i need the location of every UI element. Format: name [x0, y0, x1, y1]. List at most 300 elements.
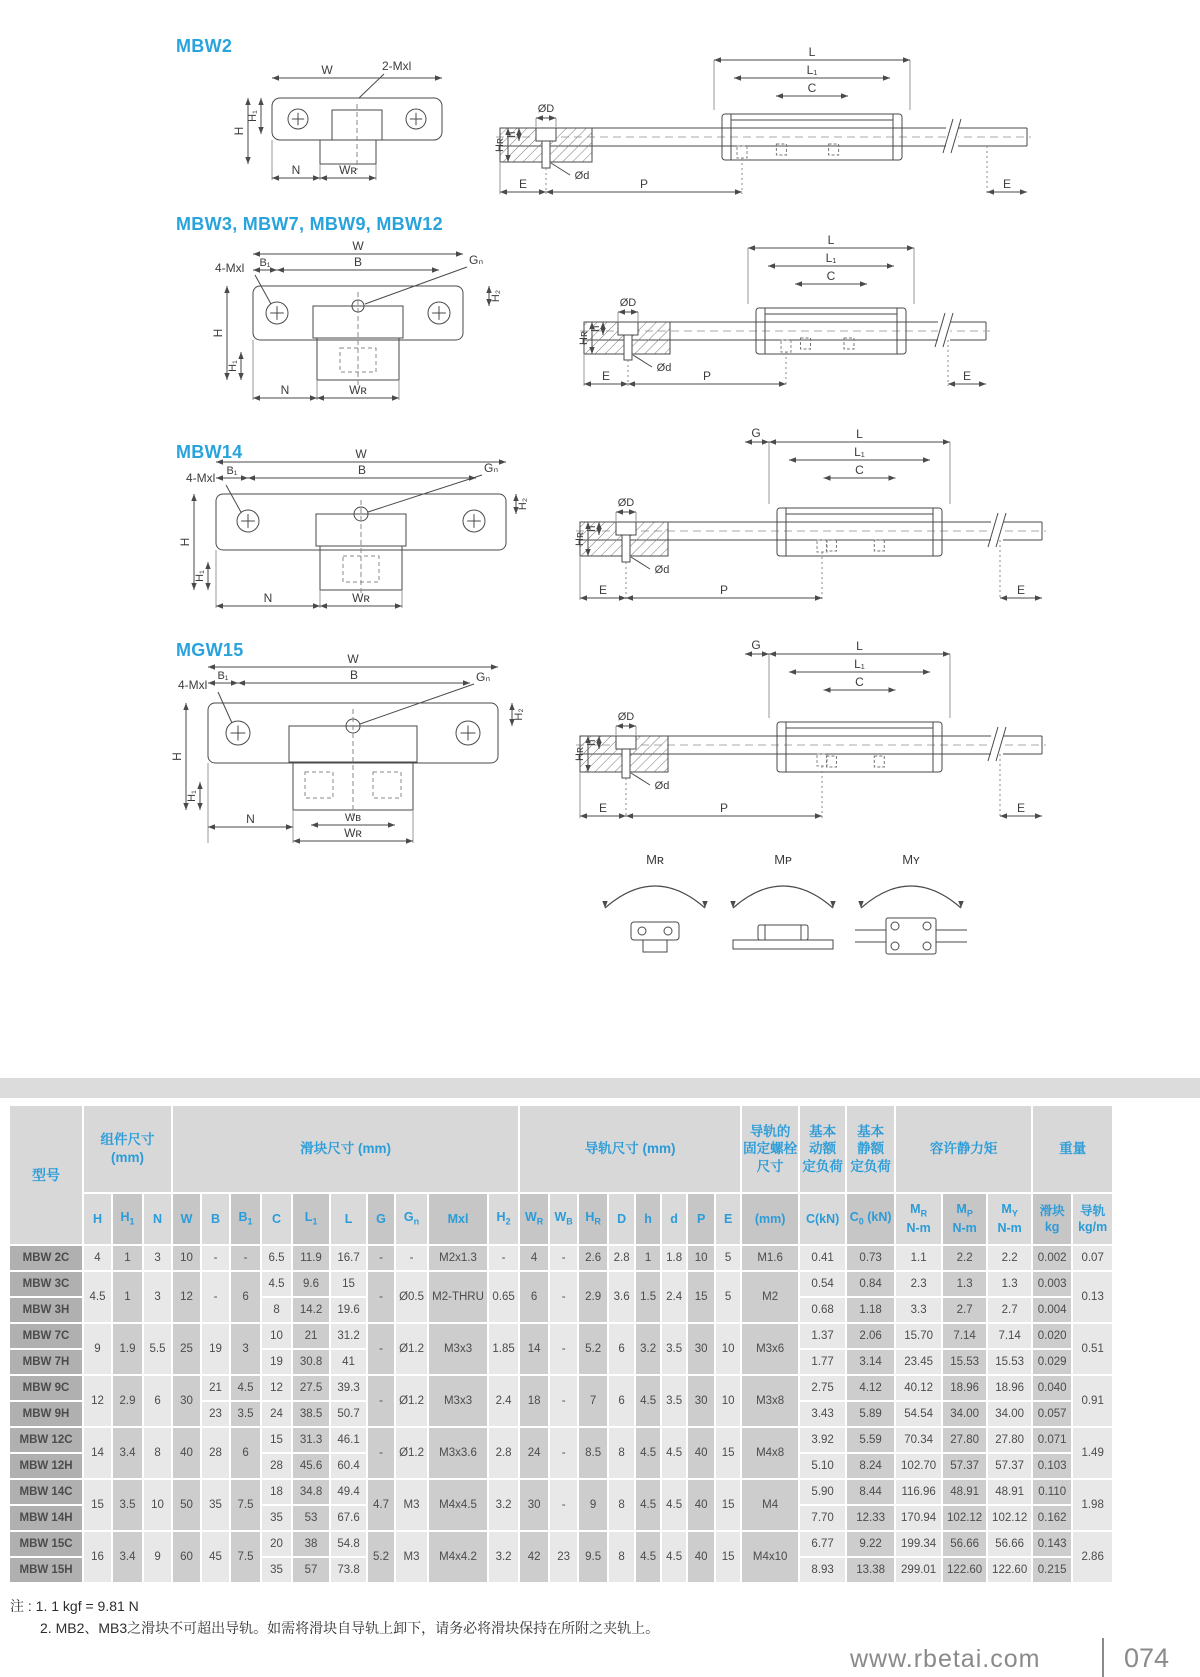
- table-cell: 34.8: [293, 1480, 329, 1504]
- table-cell: 2.75: [800, 1376, 845, 1400]
- table-cell: Ø0.5: [396, 1272, 427, 1322]
- table-cell: 2.8: [489, 1428, 518, 1478]
- mgw15-front-view-drawing: [170, 652, 528, 850]
- table-cell: 5: [716, 1246, 740, 1270]
- dim-label: L₁: [854, 445, 865, 459]
- table-cell: 0.162: [1033, 1506, 1071, 1530]
- table-cell: 48.91: [988, 1480, 1031, 1504]
- column-header: H: [84, 1194, 111, 1244]
- table-cell: 57.37: [988, 1454, 1031, 1478]
- dim-label: G: [751, 426, 761, 440]
- table-cell: 1.98: [1073, 1480, 1112, 1530]
- table-row: [10, 1376, 1112, 1400]
- table-cell: 15.53: [943, 1350, 986, 1374]
- dim-label: Ød: [656, 362, 672, 374]
- table-cell: -: [231, 1246, 260, 1270]
- website-link[interactable]: www.rbetai.com: [850, 1645, 1041, 1673]
- table-cell: 2.6: [579, 1246, 607, 1270]
- table-cell: 27.5: [293, 1376, 329, 1400]
- table-cell: 23: [202, 1402, 229, 1426]
- table-cell: 10: [716, 1324, 740, 1374]
- mbw2-front-view-drawing: [232, 58, 482, 198]
- table-cell: 35: [262, 1558, 291, 1582]
- table-cell: 53: [293, 1506, 329, 1530]
- dim-label: Ød: [654, 564, 670, 576]
- column-header: 滑块 kg: [1033, 1194, 1071, 1244]
- table-cell: 8.44: [847, 1480, 894, 1504]
- table-cell: 3: [144, 1272, 171, 1322]
- table-cell: -: [202, 1246, 229, 1270]
- column-header: W: [173, 1194, 200, 1244]
- table-cell: 24: [520, 1428, 548, 1478]
- table-cell: 16: [84, 1532, 111, 1582]
- table-cell: 0.020: [1033, 1324, 1071, 1348]
- table-cell: 3.5: [231, 1402, 260, 1426]
- table-cell: 1: [113, 1272, 142, 1322]
- table-cell: 3.2: [489, 1480, 518, 1530]
- table-cell: 9: [144, 1532, 171, 1582]
- dim-label: Ød: [654, 780, 670, 792]
- table-row: [10, 1428, 1112, 1452]
- group-header: 基本 动额 定负荷: [800, 1106, 845, 1192]
- table-cell: -: [368, 1246, 394, 1270]
- table-cell: 0.057: [1033, 1402, 1071, 1426]
- table-cell: 15.53: [988, 1350, 1031, 1374]
- table-cell: 122.60: [988, 1558, 1031, 1582]
- table-cell: 54.54: [896, 1402, 941, 1426]
- table-cell: 1.37: [800, 1324, 845, 1348]
- table-cell: -: [202, 1272, 229, 1322]
- table-cell: 8: [609, 1428, 634, 1478]
- table-cell: 10: [144, 1480, 171, 1530]
- table-cell: M2x1.3: [429, 1246, 487, 1270]
- table-cell: 14: [84, 1428, 111, 1478]
- table-cell: 4.5: [636, 1428, 660, 1478]
- table-cell: 2.4: [489, 1376, 518, 1426]
- table-cell: 102.12: [943, 1506, 986, 1530]
- table-cell: 1.85: [489, 1324, 518, 1374]
- table-cell: -: [550, 1428, 577, 1478]
- dim-label: B₁: [259, 257, 271, 269]
- column-header: $H_2$: [489, 1194, 518, 1244]
- dim-label: W: [352, 239, 364, 253]
- table-cell: M3x8: [742, 1376, 798, 1426]
- column-header: E: [716, 1194, 740, 1244]
- table-cell: 116.96: [896, 1480, 941, 1504]
- table-cell: 35: [262, 1506, 291, 1530]
- column-header: $L_1$: [293, 1194, 329, 1244]
- table-cell: M2-THRU: [429, 1272, 487, 1322]
- table-cell: 12: [84, 1376, 111, 1426]
- table-cell: 1.1: [896, 1246, 941, 1270]
- table-cell: 7.70: [800, 1506, 845, 1530]
- dim-label: Mᴘ: [774, 852, 792, 867]
- table-cell: 6.77: [800, 1532, 845, 1556]
- table-cell: 38.5: [293, 1402, 329, 1426]
- table-cell: 40: [173, 1428, 200, 1478]
- dim-label: B₁: [217, 670, 229, 682]
- table-cell: 8.93: [800, 1558, 845, 1582]
- dim-label: N: [280, 383, 290, 397]
- table-cell: 6: [609, 1376, 634, 1426]
- row-model: MBW 14H: [10, 1506, 82, 1530]
- table-cell: 3.92: [800, 1428, 845, 1452]
- dim-label: L₁: [854, 657, 865, 671]
- column-header: 导轨 kg/m: [1073, 1194, 1112, 1244]
- dim-label: H: [232, 126, 246, 136]
- table-body: [10, 1246, 1112, 1582]
- mbw14-front-view-drawing: [178, 447, 531, 618]
- table-cell: 5.59: [847, 1428, 894, 1452]
- table-cell: 102.12: [988, 1506, 1031, 1530]
- table-cell: -: [550, 1324, 577, 1374]
- table-cell: 30: [688, 1324, 714, 1374]
- dim-label: B: [353, 255, 363, 269]
- table-cell: 2.3: [896, 1272, 941, 1296]
- dim-label: Mʀ: [646, 852, 664, 867]
- table-cell: 9.6: [293, 1272, 329, 1296]
- column-header: $W_B$: [550, 1194, 577, 1244]
- table-cell: 4.12: [847, 1376, 894, 1400]
- dim-label: Wʙ: [344, 812, 362, 824]
- dim-label: C: [807, 81, 817, 95]
- moment-diagram-0: [585, 850, 725, 968]
- table-cell: 15: [331, 1272, 366, 1296]
- table-cell: -: [550, 1246, 577, 1270]
- row-model: MBW 9C: [10, 1376, 82, 1400]
- table-cell: 5: [716, 1272, 740, 1322]
- table-cell: 30.8: [293, 1350, 329, 1374]
- table-cell: 8.24: [847, 1454, 894, 1478]
- table-cell: 15: [688, 1272, 714, 1322]
- table-cell: 38: [293, 1532, 329, 1556]
- table-cell: M2: [742, 1272, 798, 1322]
- dim-label: E: [598, 801, 608, 815]
- column-header: $M_P$ N-m: [943, 1194, 986, 1244]
- dim-label: E: [962, 369, 972, 383]
- dim-label: W: [347, 652, 359, 666]
- dim-label: G: [751, 638, 761, 652]
- dim-label: H₂: [513, 708, 525, 721]
- table-cell: 24: [262, 1402, 291, 1426]
- table-cell: 2.7: [943, 1298, 986, 1322]
- table-cell: 2.2: [988, 1246, 1031, 1270]
- moment-diagram-1: [713, 850, 853, 968]
- table-top-band: [0, 1078, 1200, 1098]
- table-cell: 6: [231, 1428, 260, 1478]
- table-cell: 8: [144, 1428, 171, 1478]
- table-cell: 27.80: [943, 1428, 986, 1452]
- dim-label: 4-Mxl: [178, 678, 208, 692]
- table-cell: 5.10: [800, 1454, 845, 1478]
- column-header-row: [10, 1194, 1112, 1244]
- table-cell: 0.143: [1033, 1532, 1071, 1556]
- column-header: $C_0$ (kN): [847, 1194, 894, 1244]
- section-title-mbw14: MBW14: [176, 442, 243, 462]
- table-cell: 2.06: [847, 1324, 894, 1348]
- dim-label: Wʀ: [339, 163, 357, 177]
- table-cell: 21: [293, 1324, 329, 1348]
- table-cell: Ø1.2: [396, 1376, 427, 1426]
- dim-label: L: [856, 639, 863, 653]
- page-number: 074: [1124, 1643, 1170, 1673]
- table-cell: 6: [144, 1376, 171, 1426]
- table-cell: 40: [688, 1428, 714, 1478]
- table-cell: 0.84: [847, 1272, 894, 1296]
- dim-label: Wʀ: [352, 591, 370, 605]
- table-cell: 45.6: [293, 1454, 329, 1478]
- group-header: 导轨尺寸 (mm): [520, 1106, 740, 1192]
- column-header: C: [262, 1194, 291, 1244]
- table-cell: 23.45: [896, 1350, 941, 1374]
- dim-label: Mʏ: [902, 852, 920, 867]
- table-cell: 1.49: [1073, 1428, 1112, 1478]
- table-cell: 1.5: [636, 1272, 660, 1322]
- table-row: [10, 1480, 1112, 1504]
- table-cell: 10: [716, 1376, 740, 1426]
- table-cell: 21: [202, 1376, 229, 1400]
- group-header: 基本 静额 定负荷: [847, 1106, 894, 1192]
- dim-label: Gₙ: [476, 670, 491, 684]
- table-cell: 15: [716, 1532, 740, 1582]
- dim-label: C: [855, 675, 864, 689]
- row-model: MBW 9H: [10, 1402, 82, 1426]
- column-header: B: [202, 1194, 229, 1244]
- table-cell: 15.70: [896, 1324, 941, 1348]
- row-model: MBW 12C: [10, 1428, 82, 1452]
- table-cell: 9: [579, 1480, 607, 1530]
- table-cell: 4.5: [662, 1532, 686, 1582]
- dim-label: 4-Mxl: [215, 261, 245, 275]
- table-cell: -: [368, 1272, 394, 1322]
- dim-label: h: [586, 739, 598, 746]
- table-cell: 31.3: [293, 1428, 329, 1452]
- table-cell: 0.103: [1033, 1454, 1071, 1478]
- table-cell: 0.73: [847, 1246, 894, 1270]
- table-cell: M4x10: [742, 1532, 798, 1582]
- group-header: 滑块尺寸 (mm): [173, 1106, 518, 1192]
- table-cell: 12.33: [847, 1506, 894, 1530]
- dim-label: C: [855, 463, 864, 477]
- dim-label: N: [263, 591, 273, 605]
- table-cell: M3x3.6: [429, 1428, 487, 1478]
- table-cell: 10: [173, 1246, 200, 1270]
- table-cell: 1.3: [988, 1272, 1031, 1296]
- table-cell: M3x3: [429, 1376, 487, 1426]
- dim-label: Hʀ: [494, 138, 506, 152]
- table-cell: 49.4: [331, 1480, 366, 1504]
- column-header: P: [688, 1194, 714, 1244]
- table-cell: 7.14: [988, 1324, 1031, 1348]
- table-cell: 9: [84, 1324, 111, 1374]
- dim-label: Gₙ: [469, 253, 484, 267]
- dim-label: Wʀ: [349, 383, 367, 397]
- table-cell: -: [368, 1376, 394, 1426]
- table-cell: 30: [688, 1376, 714, 1426]
- group-header: 组件尺寸 (mm): [84, 1106, 171, 1192]
- column-header: $B_1$: [231, 1194, 260, 1244]
- table-cell: 10: [688, 1246, 714, 1270]
- column-header: L: [331, 1194, 366, 1244]
- dim-label: E: [1016, 801, 1026, 815]
- moment-diagram-2: [841, 850, 981, 968]
- table-cell: 25: [173, 1324, 200, 1374]
- table-cell: M3: [396, 1532, 427, 1582]
- table-cell: 5.5: [144, 1324, 171, 1374]
- table-row: [10, 1532, 1112, 1556]
- dim-label: Ød: [574, 170, 590, 182]
- table-cell: 0.110: [1033, 1480, 1071, 1504]
- table-cell: 0.54: [800, 1272, 845, 1296]
- table-cell: 18: [262, 1480, 291, 1504]
- table-cell: 3.43: [800, 1402, 845, 1426]
- row-model: MBW 7H: [10, 1350, 82, 1374]
- table-cell: 3: [231, 1324, 260, 1374]
- table-row: [10, 1272, 1112, 1296]
- table-cell: 18.96: [988, 1376, 1031, 1400]
- dim-label: 4-Mxl: [186, 471, 216, 485]
- mbw3-front-view-drawing: [211, 239, 508, 410]
- table-cell: 27.80: [988, 1428, 1031, 1452]
- table-cell: 0.13: [1073, 1272, 1112, 1322]
- table-cell: 10: [262, 1324, 291, 1348]
- table-cell: 42: [520, 1532, 548, 1582]
- table-cell: 19: [262, 1350, 291, 1374]
- table-cell: M1.6: [742, 1246, 798, 1270]
- column-header: $M_Y$ N-m: [988, 1194, 1031, 1244]
- table-cell: M3x6: [742, 1324, 798, 1374]
- dim-label: ØD: [617, 711, 635, 723]
- table-cell: 1.8: [662, 1246, 686, 1270]
- column-header: $W_R$: [520, 1194, 548, 1244]
- table-cell: 3.5: [113, 1480, 142, 1530]
- table-cell: 67.6: [331, 1506, 366, 1530]
- table-cell: 299.01: [896, 1558, 941, 1582]
- dim-label: ØD: [619, 297, 637, 309]
- table-cell: 2.86: [1073, 1532, 1112, 1582]
- table-cell: M4: [742, 1480, 798, 1530]
- dim-label: P: [719, 801, 729, 815]
- table-cell: 12: [262, 1376, 291, 1400]
- table-cell: 2.2: [943, 1246, 986, 1270]
- table-cell: 1: [636, 1246, 660, 1270]
- table-cell: 12: [173, 1272, 200, 1322]
- table-cell: 23: [550, 1532, 577, 1582]
- table-cell: 2.9: [579, 1272, 607, 1322]
- table-cell: -: [368, 1324, 394, 1374]
- table-cell: 0.029: [1033, 1350, 1071, 1374]
- row-model: MBW 3H: [10, 1298, 82, 1322]
- column-header: (mm): [742, 1194, 798, 1244]
- section-title-mbw3: MBW3, MBW7, MBW9, MBW12: [176, 214, 443, 234]
- dim-label: B: [357, 463, 367, 477]
- table-cell: 102.70: [896, 1454, 941, 1478]
- table-cell: -: [489, 1246, 518, 1270]
- table-cell: 4.5: [636, 1480, 660, 1530]
- table-cell: 0.040: [1033, 1376, 1071, 1400]
- table-cell: 15: [716, 1428, 740, 1478]
- table-cell: 2.4: [662, 1272, 686, 1322]
- dim-label: h: [590, 325, 602, 332]
- table-cell: 1.77: [800, 1350, 845, 1374]
- table-cell: 13.38: [847, 1558, 894, 1582]
- table-cell: 30: [520, 1480, 548, 1530]
- table-cell: 31.2: [331, 1324, 366, 1348]
- dim-label: H₁: [247, 110, 259, 122]
- table-cell: 18: [520, 1376, 548, 1426]
- table-cell: 1.9: [113, 1324, 142, 1374]
- table-cell: 0.65: [489, 1272, 518, 1322]
- table-row: [10, 1246, 1112, 1270]
- table-cell: 19.6: [331, 1298, 366, 1322]
- column-header: D: [609, 1194, 634, 1244]
- table-cell: 57.37: [943, 1454, 986, 1478]
- table-cell: 45: [202, 1532, 229, 1582]
- table-cell: 4.5: [636, 1376, 660, 1426]
- dim-label: Hʀ: [574, 532, 586, 546]
- table-cell: 14: [520, 1324, 548, 1374]
- table-cell: 28: [262, 1454, 291, 1478]
- dim-label: Gₙ: [484, 461, 499, 475]
- dim-label: Hʀ: [574, 747, 586, 761]
- table-cell: 9.5: [579, 1532, 607, 1582]
- column-header: h: [636, 1194, 660, 1244]
- table-cell: 60.4: [331, 1454, 366, 1478]
- table-cell: 56.66: [988, 1532, 1031, 1556]
- table-cell: 4.7: [368, 1480, 394, 1530]
- column-header: G: [368, 1194, 394, 1244]
- table-cell: 6.5: [262, 1246, 291, 1270]
- table-cell: 40: [688, 1532, 714, 1582]
- row-model: MBW 7C: [10, 1324, 82, 1348]
- table-cell: 2.9: [113, 1376, 142, 1426]
- dim-label: E: [598, 583, 608, 597]
- row-model: MBW 15H: [10, 1558, 82, 1582]
- table-cell: M4x8: [742, 1428, 798, 1478]
- table-cell: 11.9: [293, 1246, 329, 1270]
- table-cell: 1.3: [943, 1272, 986, 1296]
- table-cell: 0.071: [1033, 1428, 1071, 1452]
- dim-label: Hʀ: [578, 331, 590, 345]
- table-cell: 3.2: [489, 1532, 518, 1582]
- dim-label: P: [639, 177, 649, 191]
- dim-label: L₁: [825, 251, 837, 265]
- dim-label: H₁: [227, 360, 239, 372]
- table-cell: 0.51: [1073, 1324, 1112, 1374]
- row-model: MBW 12H: [10, 1454, 82, 1478]
- dim-label: h: [506, 131, 518, 138]
- row-model: MBW 3C: [10, 1272, 82, 1296]
- table-cell: 19: [202, 1324, 229, 1374]
- table-cell: 4: [84, 1246, 111, 1270]
- table-cell: 7.5: [231, 1532, 260, 1582]
- group-header: 重量: [1033, 1106, 1112, 1192]
- table-cell: 1: [113, 1246, 142, 1270]
- table-cell: 7.5: [231, 1480, 260, 1530]
- table-cell: 5.89: [847, 1402, 894, 1426]
- table-cell: 3: [144, 1246, 171, 1270]
- table-cell: -: [550, 1480, 577, 1530]
- table-cell: Ø1.2: [396, 1428, 427, 1478]
- column-header: C(kN): [800, 1194, 845, 1244]
- table-cell: 0.004: [1033, 1298, 1071, 1322]
- row-model: MBW 2C: [10, 1246, 82, 1270]
- section-title-mgw15: MGW15: [176, 640, 244, 660]
- dim-label: B: [349, 668, 359, 682]
- dim-label: B₁: [226, 465, 238, 477]
- table-cell: 3.5: [662, 1376, 686, 1426]
- table-cell: 73.8: [331, 1558, 366, 1582]
